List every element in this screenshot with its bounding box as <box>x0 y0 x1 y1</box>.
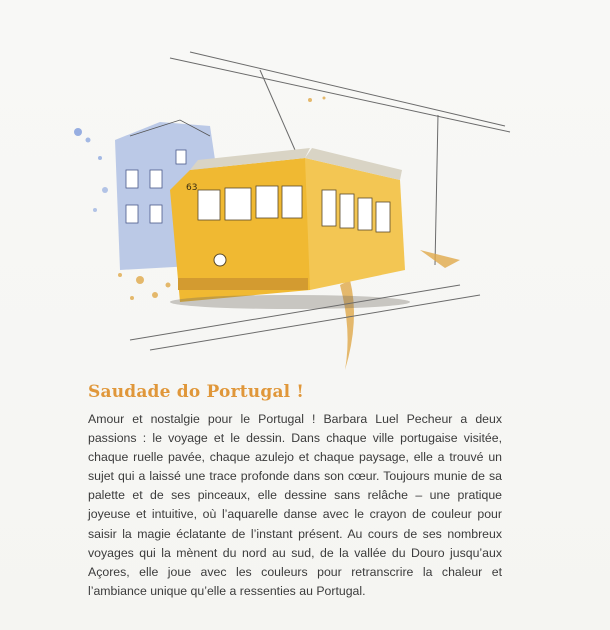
tram-watercolor-illustration <box>60 40 530 380</box>
section-title: Saudade do Portugal ! <box>88 382 305 402</box>
yellow-tram <box>170 148 410 309</box>
section-body-text: Amour et nostalgie pour le Portugal ! Barbara Luel Pecheur a deux passions : le voyage et le dessin. Dans chaque ville portugaise visitée, chaque ruelle pavée, chaque azulejo et chaque paysage, elle a trouvé un sujet qui a laissé une trace profonde dans son cœur. Toujours munie de sa palette et de ses pinceaux, elle dessine sans relâche – une pratique joyeuse et intuitive, où l’aquarelle danse avec le crayon de couleur pour saisir la magie éclatante de l’instant présent. Au cours de ses nombreux voyages qui la mènent du nord au sud, de la vallée du Douro jusqu’aux Açores, elle joue avec les couleurs pour retranscrire la chaleur et l’ambiance unique qu’elle a ressenties au Portugal. <box>88 412 502 598</box>
tram-number: 63 <box>186 183 198 193</box>
